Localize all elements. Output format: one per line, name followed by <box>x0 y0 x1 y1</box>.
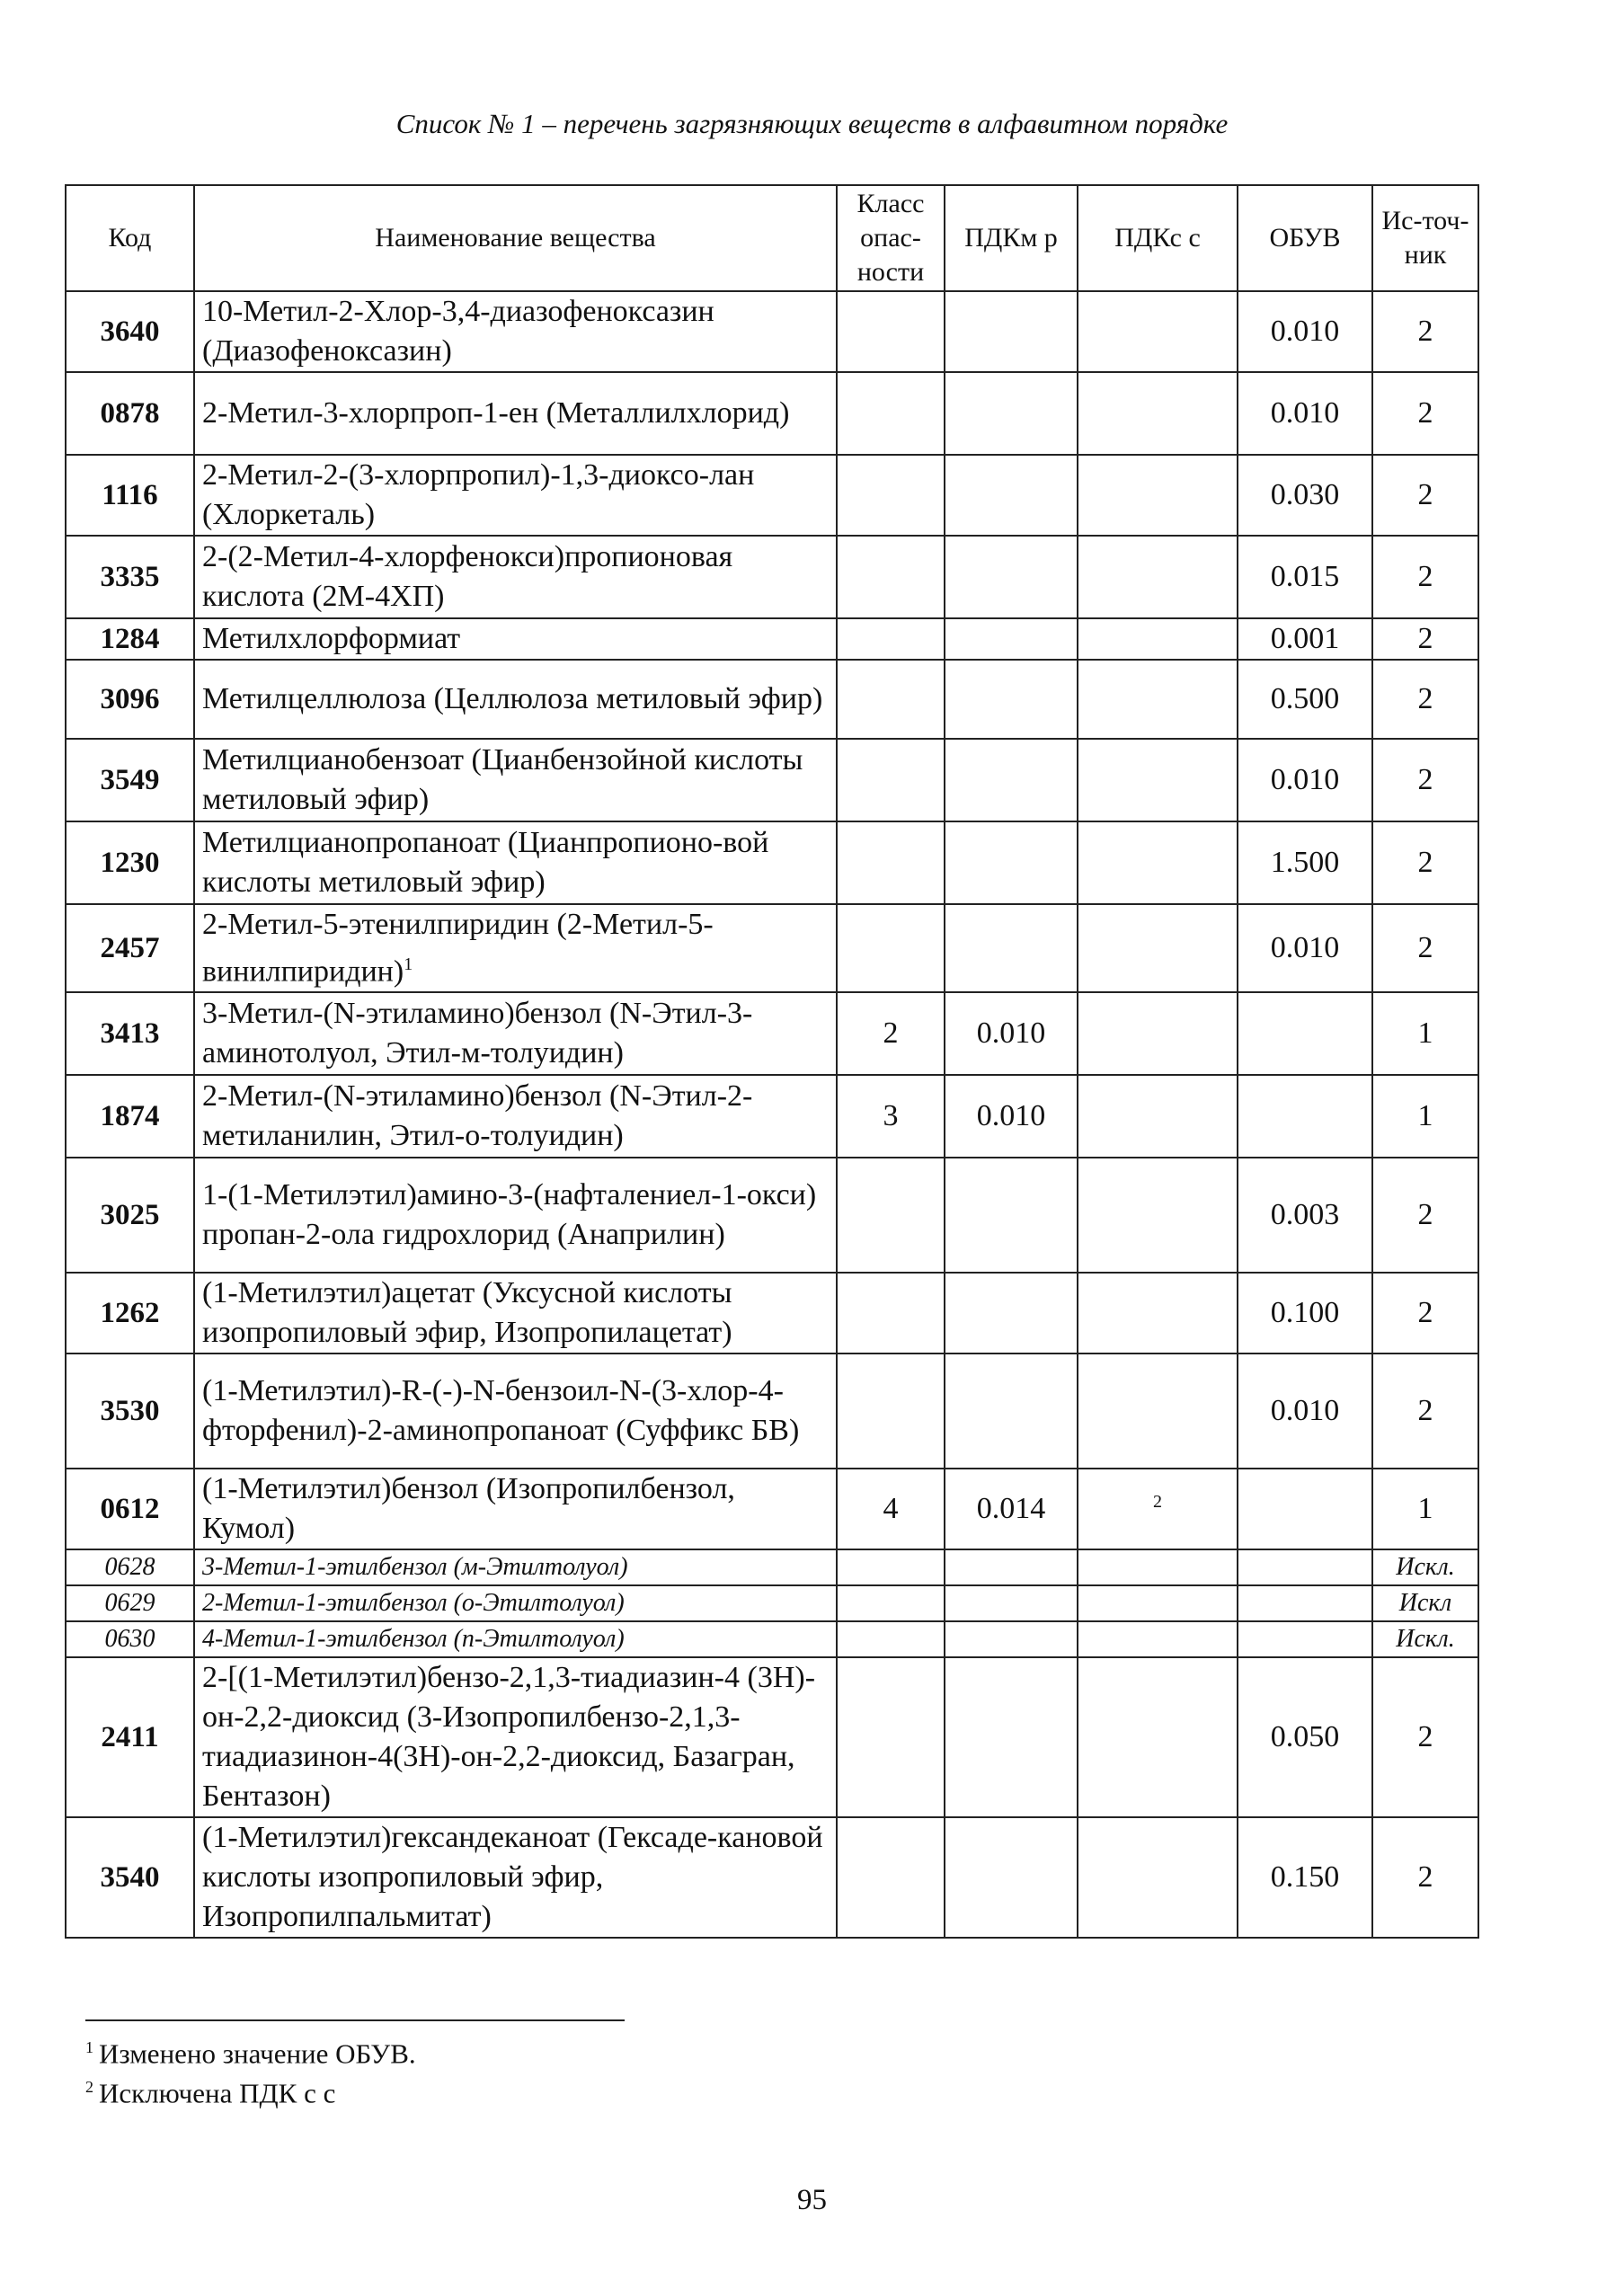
cell-name <box>194 992 837 1075</box>
cell-pdk-mr <box>945 1158 1078 1273</box>
table-row <box>66 1354 1478 1469</box>
table-row <box>66 821 1478 904</box>
cell-pdk-mr <box>945 291 1078 372</box>
cell-name <box>194 372 837 455</box>
cell-text: 4-Метил-1-этилбензол (п-Этилтолуол) <box>202 1625 625 1654</box>
cell-text: 0.015 <box>1270 560 1340 593</box>
header-hazard-class: Класс опас-ности <box>837 185 945 291</box>
cell-text: 2 <box>883 1016 899 1051</box>
cell-hazard-class <box>837 1469 945 1549</box>
cell-pdk-ss <box>1078 992 1238 1075</box>
cell-obuv <box>1238 455 1372 536</box>
cell-source <box>1372 1549 1478 1585</box>
cell-source <box>1372 1657 1478 1817</box>
cell-obuv <box>1238 1273 1372 1354</box>
cell-obuv <box>1238 1469 1372 1549</box>
cell-text: Метилцианопропаноат (Цианпропионо-вой кислоты метиловый эфир) <box>202 826 769 899</box>
cell-text: 0629 <box>104 1589 155 1618</box>
cell-name <box>194 1817 837 1938</box>
cell-pdk-ss <box>1078 1621 1238 1657</box>
cell-text: 1 <box>1417 1099 1433 1133</box>
cell-source <box>1372 372 1478 455</box>
table-row <box>66 660 1478 739</box>
cell-pdk-ss <box>1078 739 1238 821</box>
cell-text: 10-Метил-2-Хлор-3,4-диазофеноксазин (Диазофеноксазин) <box>202 295 714 368</box>
cell-text: 0.001 <box>1270 622 1340 655</box>
cell-text: 0.010 <box>1270 315 1340 348</box>
table-row <box>66 1817 1478 1938</box>
table-row <box>66 1549 1478 1585</box>
footnote-2-mark: 2 <box>85 2078 93 2096</box>
cell-pdk-ss <box>1078 1273 1238 1354</box>
cell-text: 2 <box>1417 846 1433 879</box>
cell-code <box>66 1354 194 1469</box>
cell-name <box>194 618 837 660</box>
cell-name <box>194 1273 837 1354</box>
document-title: Список № 1 – перечень загрязняющих веществ в алфавитном порядке <box>395 108 1229 139</box>
cell-obuv <box>1238 1158 1372 1273</box>
cell-text: 2-Метил-1-этилбензол (о-Этилтолуол) <box>202 1589 625 1618</box>
cell-pdk-ss <box>1078 372 1238 455</box>
cell-code <box>66 1817 194 1938</box>
cell-text: 2 <box>1417 1394 1433 1428</box>
footnote-divider <box>85 2019 625 2021</box>
cell-name <box>194 1469 837 1549</box>
cell-text: 2 <box>1417 763 1433 796</box>
cell-text: (1-Метилэтил)бензол (Изопропилбензол, Кумол) <box>202 1472 735 1546</box>
cell-hazard-class <box>837 1657 945 1817</box>
header-pdk-ss: ПДКс с <box>1078 185 1238 291</box>
cell-text: 2-Метил-3-хлорпроп-1-ен (Металлилхлорид) <box>202 396 790 430</box>
cell-code <box>66 455 194 536</box>
cell-text: 2-Метил-2-(3-хлорпропил)-1,3-диоксо-лан (Хлоркеталь) <box>202 458 755 531</box>
cell-obuv <box>1238 992 1372 1075</box>
cell-name <box>194 291 837 372</box>
cell-code <box>66 1273 194 1354</box>
cell-pdk-ss <box>1078 1817 1238 1938</box>
footnote-2-text: Исключена ПДК с с <box>99 2077 336 2109</box>
cell-pdk-mr <box>945 1585 1078 1621</box>
cell-obuv <box>1238 1817 1372 1938</box>
cell-code <box>66 992 194 1075</box>
cell-text: Искл. <box>1396 1625 1455 1654</box>
cell-text: 0.010 <box>976 1016 1046 1051</box>
table-row <box>66 1585 1478 1621</box>
cell-code <box>66 1158 194 1273</box>
cell-hazard-class <box>837 536 945 618</box>
cell-text: 0628 <box>104 1553 155 1582</box>
cell-code <box>66 904 194 992</box>
cell-pdk-mr <box>945 1621 1078 1657</box>
cell-code <box>66 618 194 660</box>
cell-pdk-mr <box>945 1817 1078 1938</box>
cell-text: 0612 <box>100 1492 160 1525</box>
footnote-2 <box>85 2069 335 2111</box>
cell-name <box>194 455 837 536</box>
footnote-1-mark: 1 <box>85 2038 93 2056</box>
cell-text: 2 <box>1417 560 1433 593</box>
cell-pdk-mr <box>945 536 1078 618</box>
cell-text: 2 <box>1417 1198 1433 1232</box>
cell-obuv <box>1238 1354 1372 1469</box>
header-source: Ис-точ-ник <box>1372 185 1478 291</box>
cell-text: 0.010 <box>1270 396 1340 430</box>
table-row <box>66 618 1478 660</box>
cell-source <box>1372 536 1478 618</box>
cell-code <box>66 1469 194 1549</box>
footnote-ref: 1 <box>404 954 413 974</box>
cell-text: 0.030 <box>1270 478 1340 511</box>
cell-source <box>1372 660 1478 739</box>
cell-name <box>194 1158 837 1273</box>
cell-source <box>1372 618 1478 660</box>
cell-pdk-mr <box>945 1354 1078 1469</box>
cell-text: 3530 <box>100 1394 160 1427</box>
cell-hazard-class <box>837 291 945 372</box>
cell-code <box>66 739 194 821</box>
cell-pdk-ss <box>1078 1354 1238 1469</box>
table-row <box>66 1075 1478 1158</box>
header-code: Код <box>66 185 194 291</box>
cell-hazard-class <box>837 992 945 1075</box>
cell-text: 0.050 <box>1270 1720 1340 1754</box>
cell-name <box>194 1657 837 1817</box>
cell-name <box>194 1549 837 1585</box>
substances-table <box>65 184 1479 1939</box>
cell-text: 3335 <box>100 560 160 593</box>
cell-obuv <box>1238 618 1372 660</box>
cell-text: 1-(1-Метилэтил)амино-3-(нафталениел-1-окси) пропан-2-ола гидрохлорид (Анаприлин) <box>202 1178 817 1252</box>
cell-source <box>1372 1817 1478 1938</box>
cell-text: 2-Метил-5-этенилпиридин (2-Метил-5-винилпиридин) <box>202 908 714 989</box>
cell-text: 3-Метил-1-этилбензол (м-Этилтолуол) <box>202 1553 628 1582</box>
cell-pdk-mr <box>945 372 1078 455</box>
cell-text: 2 <box>1417 931 1433 965</box>
cell-code <box>66 1657 194 1817</box>
cell-text: 0.010 <box>1270 931 1340 965</box>
cell-hazard-class <box>837 618 945 660</box>
cell-name <box>194 1354 837 1469</box>
cell-text: 0.010 <box>976 1099 1046 1133</box>
cell-hazard-class <box>837 660 945 739</box>
cell-obuv <box>1238 536 1372 618</box>
cell-pdk-mr <box>945 660 1078 739</box>
cell-obuv <box>1238 904 1372 992</box>
cell-code <box>66 536 194 618</box>
table-row <box>66 904 1478 992</box>
cell-pdk-ss <box>1078 1657 1238 1817</box>
cell-text: 3549 <box>100 763 160 796</box>
cell-hazard-class <box>837 372 945 455</box>
cell-text: 2457 <box>100 931 160 964</box>
table-row <box>66 1158 1478 1273</box>
cell-obuv <box>1238 1621 1372 1657</box>
cell-name <box>194 1621 837 1657</box>
cell-hazard-class <box>837 1273 945 1354</box>
cell-pdk-ss <box>1078 660 1238 739</box>
cell-text: Искл. <box>1396 1553 1455 1582</box>
footnote-1-text: Изменено значение ОБУВ. <box>99 2037 416 2070</box>
cell-text: Искл <box>1398 1589 1452 1618</box>
cell-hazard-class <box>837 739 945 821</box>
cell-pdk-mr <box>945 992 1078 1075</box>
table-row <box>66 739 1478 821</box>
cell-source <box>1372 1354 1478 1469</box>
table-row <box>66 536 1478 618</box>
table-row <box>66 1621 1478 1657</box>
cell-pdk-mr <box>945 1657 1078 1817</box>
header-name: Наименование вещества <box>194 185 837 291</box>
cell-name <box>194 660 837 739</box>
cell-text: 1874 <box>100 1099 160 1132</box>
cell-hazard-class <box>837 1817 945 1938</box>
cell-source <box>1372 1273 1478 1354</box>
cell-text: 1262 <box>100 1296 160 1329</box>
cell-code <box>66 821 194 904</box>
cell-name <box>194 1075 837 1158</box>
cell-text: 3 <box>883 1099 899 1133</box>
cell-text: 1230 <box>100 846 160 879</box>
cell-text: 0878 <box>100 396 160 430</box>
cell-pdk-mr <box>945 1549 1078 1585</box>
cell-text: 0630 <box>104 1625 155 1654</box>
cell-pdk-mr <box>945 904 1078 992</box>
cell-text: 2-[(1-Метилэтил)бензо-2,1,3-тиадиазин-4 (3Н)-он-2,2-диоксид (3-Изопропилбензо-2,1,3-тиадиазинон-4(3Н)-он-2,2-диоксид, Базагран, Бентазон) <box>202 1661 816 1814</box>
cell-source <box>1372 904 1478 992</box>
cell-obuv <box>1238 1549 1372 1585</box>
cell-name <box>194 536 837 618</box>
cell-pdk-mr <box>945 739 1078 821</box>
cell-obuv <box>1238 821 1372 904</box>
cell-text: (1-Метилэтил)ацетат (Уксусной кислоты изопропиловый эфир, Изопропилацетат) <box>202 1276 732 1350</box>
cell-text: 3540 <box>100 1860 160 1894</box>
table-row <box>66 455 1478 536</box>
cell-pdk-mr <box>945 1469 1078 1549</box>
cell-pdk-ss <box>1078 1158 1238 1273</box>
cell-text: (1-Метилэтил)гександеканоат (Гексаде-кановой кислоты изопропиловый эфир, Изопропилпальмитат) <box>202 1821 823 1934</box>
cell-pdk-ss <box>1078 455 1238 536</box>
cell-hazard-class <box>837 1158 945 1273</box>
cell-source <box>1372 739 1478 821</box>
cell-text: 0.100 <box>1270 1296 1340 1330</box>
cell-hazard-class <box>837 1075 945 1158</box>
cell-pdk-mr <box>945 1075 1078 1158</box>
cell-pdk-mr <box>945 455 1078 536</box>
cell-text: 1.500 <box>1270 846 1340 879</box>
cell-code <box>66 1621 194 1657</box>
cell-hazard-class <box>837 1354 945 1469</box>
cell-obuv <box>1238 1657 1372 1817</box>
cell-text: 2 <box>1417 315 1433 348</box>
cell-text: 0.500 <box>1270 682 1340 715</box>
cell-name <box>194 739 837 821</box>
table-row <box>66 1273 1478 1354</box>
cell-text: 3640 <box>100 315 160 348</box>
table-row <box>66 992 1478 1075</box>
cell-code <box>66 1549 194 1585</box>
cell-text: 1116 <box>102 478 158 511</box>
cell-source <box>1372 291 1478 372</box>
cell-pdk-ss <box>1078 1585 1238 1621</box>
cell-text: 3-Метил-(N-этиламино)бензол (N-Этил-3-аминотолуол, Этил-м-толуидин) <box>202 997 753 1070</box>
cell-text: 2411 <box>101 1720 159 1753</box>
footnote-1 <box>85 2029 416 2072</box>
cell-source <box>1372 1075 1478 1158</box>
cell-source <box>1372 455 1478 536</box>
cell-hazard-class <box>837 904 945 992</box>
cell-text: (1-Метилэтил)-R-(-)-N-бензоил-N-(3-хлор-4-фторфенил)-2-аминопропаноат (Суффикс БВ) <box>202 1374 800 1448</box>
cell-code <box>66 1585 194 1621</box>
cell-text: 2 <box>1417 396 1433 430</box>
header-pdk-mr: ПДКм р <box>945 185 1078 291</box>
table-row <box>66 1657 1478 1817</box>
page-number: 95 <box>797 2184 827 2216</box>
cell-hazard-class <box>837 1585 945 1621</box>
cell-text: 2 <box>1417 1860 1433 1895</box>
cell-source <box>1372 992 1478 1075</box>
cell-text: 3025 <box>100 1198 160 1231</box>
cell-hazard-class <box>837 821 945 904</box>
table-row <box>66 291 1478 372</box>
cell-name <box>194 821 837 904</box>
cell-source <box>1372 1621 1478 1657</box>
cell-text: 1284 <box>100 622 160 655</box>
table-row <box>66 372 1478 455</box>
cell-pdk-mr <box>945 1273 1078 1354</box>
table-header-row <box>66 185 1478 291</box>
cell-code <box>66 291 194 372</box>
cell-code <box>66 372 194 455</box>
cell-pdk-ss <box>1078 821 1238 904</box>
cell-text: 2 <box>1417 478 1433 511</box>
cell-source <box>1372 1585 1478 1621</box>
cell-text: 2 <box>1417 682 1433 715</box>
cell-text: 2 <box>1417 1296 1433 1330</box>
cell-obuv <box>1238 372 1372 455</box>
table-row <box>66 1469 1478 1549</box>
cell-text: 1 <box>1417 1492 1433 1526</box>
cell-obuv <box>1238 1075 1372 1158</box>
cell-text: 3413 <box>100 1016 160 1050</box>
cell-pdk-mr <box>945 821 1078 904</box>
cell-source <box>1372 1469 1478 1549</box>
cell-text: 4 <box>883 1492 899 1526</box>
cell-name <box>194 1585 837 1621</box>
cell-text: 0.010 <box>1270 763 1340 796</box>
cell-obuv <box>1238 660 1372 739</box>
cell-pdk-ss <box>1078 618 1238 660</box>
cell-text: 2 <box>1417 622 1433 655</box>
cell-source <box>1372 821 1478 904</box>
cell-obuv <box>1238 739 1372 821</box>
cell-text: Метилхлорформиат <box>202 622 461 655</box>
cell-text: 0.150 <box>1270 1860 1340 1895</box>
cell-obuv <box>1238 291 1372 372</box>
cell-code <box>66 1075 194 1158</box>
cell-pdk-ss <box>1078 1075 1238 1158</box>
cell-pdk-mr <box>945 618 1078 660</box>
cell-hazard-class <box>837 1549 945 1585</box>
cell-text: 2-Метил-(N-этиламино)бензол (N-Этил-2-метиланилин, Этил-о-толуидин) <box>202 1079 753 1153</box>
cell-code <box>66 660 194 739</box>
cell-pdk-ss <box>1078 536 1238 618</box>
cell-text: 0.014 <box>976 1492 1046 1526</box>
cell-pdk-ss <box>1078 1469 1238 1549</box>
cell-text: 3096 <box>100 682 160 715</box>
cell-text: 2 <box>1417 1720 1433 1754</box>
cell-pdk-ss <box>1078 291 1238 372</box>
cell-hazard-class <box>837 455 945 536</box>
cell-text: 1 <box>1417 1016 1433 1051</box>
cell-pdk-ss <box>1078 904 1238 992</box>
cell-text: 2-(2-Метил-4-хлорфенокси)пропионовая кислота (2М-4ХП) <box>202 540 733 613</box>
cell-obuv <box>1238 1585 1372 1621</box>
cell-pdk-ss <box>1078 1549 1238 1585</box>
cell-name <box>194 904 837 992</box>
header-obuv: ОБУВ <box>1238 185 1372 291</box>
cell-text: Метилцианобензоат (Цианбензойной кислоты метиловый эфир) <box>202 743 803 816</box>
cell-hazard-class <box>837 1621 945 1657</box>
cell-text: 2 <box>1153 1492 1162 1513</box>
cell-source <box>1372 1158 1478 1273</box>
cell-text: 0.010 <box>1270 1394 1340 1428</box>
cell-text: 0.003 <box>1270 1198 1340 1232</box>
cell-text: Метилцеллюлоза (Целлюлоза метиловый эфир) <box>202 682 823 715</box>
